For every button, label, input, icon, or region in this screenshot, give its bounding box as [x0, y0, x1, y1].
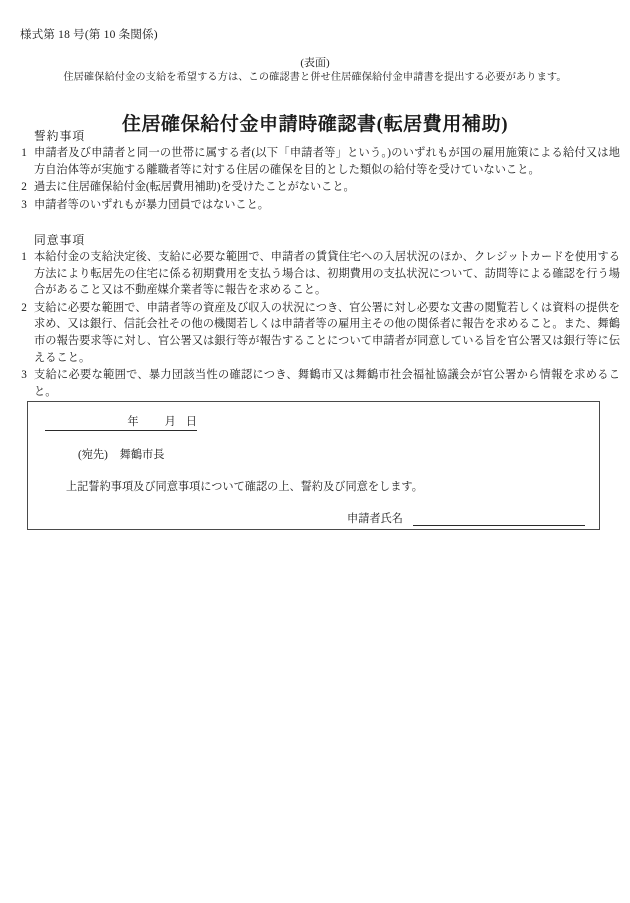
side-label: (表面) [300, 57, 330, 69]
form-number: 様式第 18 号(第 10 条関係) [20, 29, 158, 41]
consent-item-text: 支給に必要な範囲で、申請者等の資産及び収入の状況につき、官公署に対し必要な文書の閲覧若しくは資料の提供を求め、又は銀行、信託会社その他の機関若しくは申請者等の雇用主その他の関係者に報告を求めること。また、舞鶴市の報告要求等に対し、官公署又は銀行等が報告することについて申請者が同意している旨を官公署又は銀行等に伝えること。 [34, 301, 620, 364]
consent-item-text: 支給に必要な範囲で、暴力団該当性の確認につき、舞鶴市又は舞鶴市社会福祉協議会が官公署から情報を求めること。 [34, 369, 620, 398]
consent-item-number: 1 [21, 251, 27, 263]
pledge-item-text: 過去に住居確保給付金(転居費用補助)を受けたことがないこと。 [34, 181, 355, 194]
lead-note: 住居確保給付金の支給を希望する方は、この確認書と併せ住居確保給付金申請書を提出する必要があります。 [63, 72, 567, 83]
signature-label: 申請者氏名 [347, 513, 403, 525]
signature-row [347, 510, 585, 526]
date-year-label: 年 [127, 416, 139, 428]
consent-item-number: 3 [21, 369, 27, 382]
consent-item-list [14, 249, 620, 401]
date-month-label: 月 [164, 416, 176, 428]
page-title: 住居確保給付金申請時確認書(転居費用補助) [121, 113, 509, 135]
pledge-section-heading: 誓約事項 [34, 129, 86, 143]
pledge-item [14, 145, 620, 178]
addressee-label: (宛先) [78, 449, 108, 461]
pledge-item-number: 1 [21, 147, 27, 159]
declaration-box [27, 401, 600, 530]
addressee-name: 舞鶴市長 [119, 449, 165, 461]
consent-section-heading: 同意事項 [34, 233, 86, 247]
consent-item-number: 2 [21, 301, 27, 314]
date-entry-line[interactable] [45, 414, 197, 431]
addressee-row [78, 446, 164, 462]
pledge-item-number: 2 [21, 181, 27, 194]
consent-item [14, 249, 620, 299]
consent-item [14, 300, 620, 366]
consent-item-text: 本給付金の支給決定後、支給に必要な範囲で、申請者の賃貸住宅への入居状況のほか、クレジットカードを使用する方法により転居先の住宅に係る初期費用を支払う場合は、初期費用の支払状況について、訪問等による確認を行う場合があること又は不動産媒介業者等に報告を求めること。 [34, 251, 620, 297]
pledge-item-number: 3 [21, 198, 27, 211]
date-day-label: 日 [185, 416, 197, 428]
pledge-item-list [14, 145, 620, 214]
pledge-item [14, 179, 620, 196]
consent-item [14, 367, 620, 400]
pledge-item [14, 197, 620, 214]
pledge-item-text: 申請者等のいずれもが暴力団員ではないこと。 [34, 198, 269, 211]
declaration-statement: 上記誓約事項及び同意事項について確認の上、誓約及び同意をします。 [66, 481, 423, 493]
pledge-item-text: 申請者及び申請者と同一の世帯に属する者(以下「申請者等」という。)のいずれもが国の雇用施策による給付又は地方自治体等が実施する離職者等に対する住居の確保を目的とした類似の給付等を受けていないこと。 [34, 147, 620, 176]
signature-input[interactable] [413, 511, 585, 526]
